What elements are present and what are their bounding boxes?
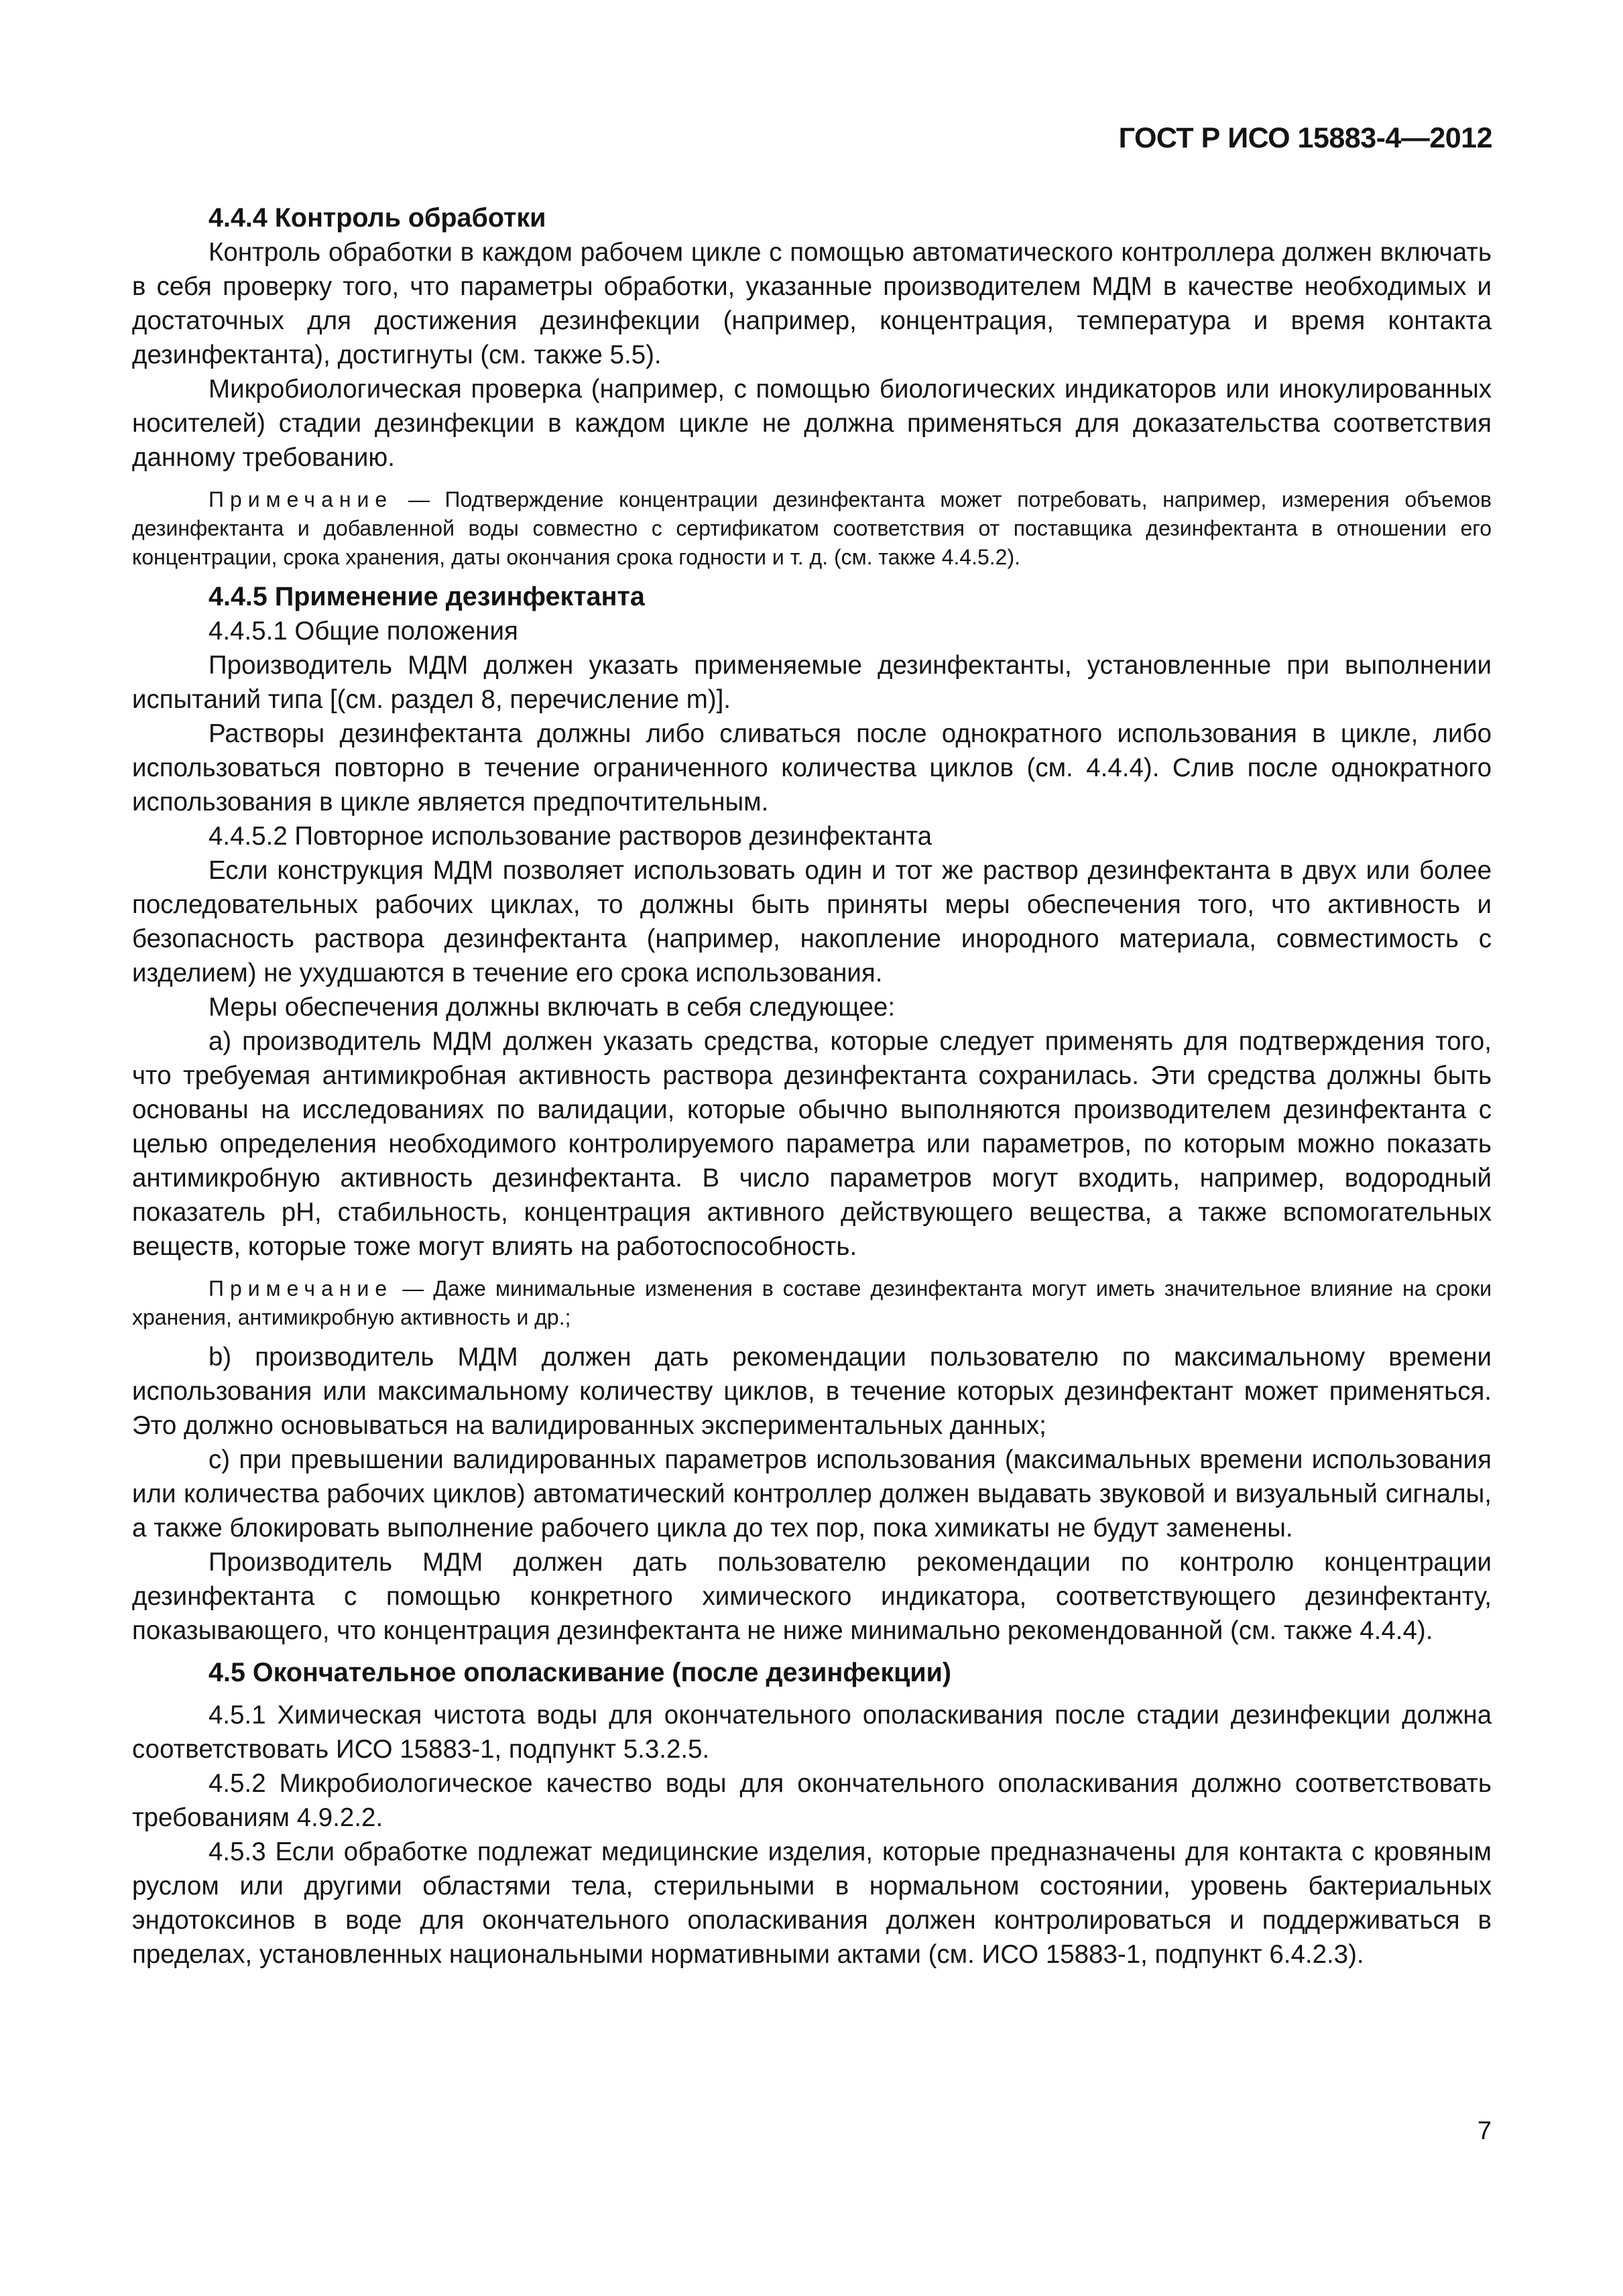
standard-designation: ГОСТ Р ИСО 15883-4—2012 xyxy=(1118,122,1492,154)
spacer xyxy=(132,1648,1492,1656)
paragraph-4-5-3: 4.5.3 Если обработке подлежат медицинские изделия, которые предназначены для контакта с кровяным руслом или другими областями тела, стерильными в нормальном состоянии, уровень бактериальных эндотоксинов в воде для окончательного ополаскивания должен контролироваться и поддерживаться в пределах, установленных национальными нормативными актами (см. ИСО 15883-1, подпункт 6.4.2.3). xyxy=(132,1837,1492,1969)
paragraph: Растворы дезинфектанта должны либо сливаться после однократного использования в цикле, либо использоваться повторно в течение ограниченного количества циклов (см. 4.4.4). Слив после однократного использования в цикле является предпочтительным. xyxy=(132,719,1492,817)
note-label: Примечание xyxy=(208,1276,394,1301)
section-heading-4-4-5: 4.4.5 Применение дезинфектанта xyxy=(208,582,645,611)
subsection-title-4-4-5-1: 4.4.5.1 Общие положения xyxy=(208,617,518,646)
note xyxy=(132,485,1492,572)
section-heading-4-4-4: 4.4.4 Контроль обработки xyxy=(208,203,546,233)
note-label: Примечание xyxy=(208,487,394,511)
paragraph: Контроль обработки в каждом рабочем цикле с помощью автоматического контроллера должен включать в себя проверку того, что параметры обработки, указанные производителем МДМ в качестве необходимых и достаточных для достижения дезинфекции (например, концентрация, температура и время контакта дезинфектанта), достигнуты (см. также 5.5). xyxy=(132,238,1492,369)
paragraph: Производитель МДМ должен указать применяемые дезинфектанты, установленные при выполнении испытаний типа [(см. раздел 8, перечисление m)]. xyxy=(132,651,1492,714)
paragraph: Меры обеспечения должны включать в себя следующее: xyxy=(208,993,896,1022)
paragraph-4-5-2: 4.5.2 Микробиологическое качество воды для окончательного ополаскивания должно соответствовать требованиям 4.9.2.2. xyxy=(132,1769,1492,1832)
list-item-c: c) при превышении валидированных параметров использования (максимальных времени использования или количества рабочих циклов) автоматический контроллер должен выдавать звуковой и визуальный сигналы, а также блокировать выполнение рабочего цикла до тех пор, пока химикаты не будут заменены. xyxy=(132,1445,1492,1543)
document-body xyxy=(132,201,1492,1972)
subsection-title-4-4-5-2: 4.4.5.2 Повторное использование растворов дезинфектанта xyxy=(208,822,932,851)
note-text: — Даже минимальные изменения в составе дезинфектанта могут иметь значительное влияние на сроки хранения, антимикробную активность и др.; xyxy=(132,1276,1492,1329)
list-item-b: b) производитель МДМ должен дать рекомендации пользователю по максимальному времени использования или максимальному количеству циклов, в течение которых дезинфектант может применяться. Это должно основываться на валидированных экспериментальных данных; xyxy=(132,1343,1492,1440)
section-heading-4-5: 4.5 Окончательное ополаскивание (после дезинфекции) xyxy=(208,1658,952,1687)
page-number: 7 xyxy=(1477,2117,1492,2145)
note-text: — Подтверждение концентрации дезинфектанта может потребовать, например, измерения объемов дезинфектанта и добавленной воды совместно с сертификатом соответствия от поставщика дезинфектанта в отношении его концентрации, срока хранения, даты окончания срока годности и т. д. (см. также 4.4.5.2). xyxy=(132,487,1492,569)
paragraph: Производитель МДМ должен дать пользователю рекомендации по контролю концентрации дезинфектанта с помощью конкретного химического индикатора, соответствующего дезинфектанту, показывающего, что концентрация дезинфектанта не ниже минимально рекомендованной (см. также 4.4.4). xyxy=(132,1548,1492,1645)
paragraph-4-5-1: 4.5.1 Химическая чистота воды для окончательного ополаскивания после стадии дезинфекции должна соответствовать ИСО 15883-1, подпункт 5.3.2.5. xyxy=(132,1701,1492,1764)
paragraph: Если конструкция МДМ позволяет использовать один и тот же раствор дезинфектанта в двух или более последовательных рабочих циклах, то должны быть приняты меры обеспечения того, что активность и безопасность раствора дезинфектанта (например, накопление инородного материала, совместимость с изделием) не ухудшаются в течение его срока использования. xyxy=(132,856,1492,987)
spacer xyxy=(132,1690,1492,1698)
note xyxy=(132,1274,1492,1332)
list-item-a: a) производитель МДМ должен указать средства, которые следует применять для подтверждения того, что требуемая антимикробная активность раствора дезинфектанта сохранилась. Эти средства должны быть основаны на исследованиях по валидации, которые обычно выполняются производителем дезинфектанта с целью определения необходимого контролируемого параметра или параметров, по которым можно показать антимикробную активность дезинфектанта. В число параметров могут входить, например, водородный показатель pH, стабильность, концентрация активного действующего вещества, а также вспомогательных веществ, которые тоже могут влиять на работоспособность. xyxy=(132,1027,1492,1261)
paragraph: Микробиологическая проверка (например, с помощью биологических индикаторов или инокулированных носителей) стадии дезинфекции в каждом цикле не должна применяться для доказательства соответствия данному требованию. xyxy=(132,375,1492,472)
